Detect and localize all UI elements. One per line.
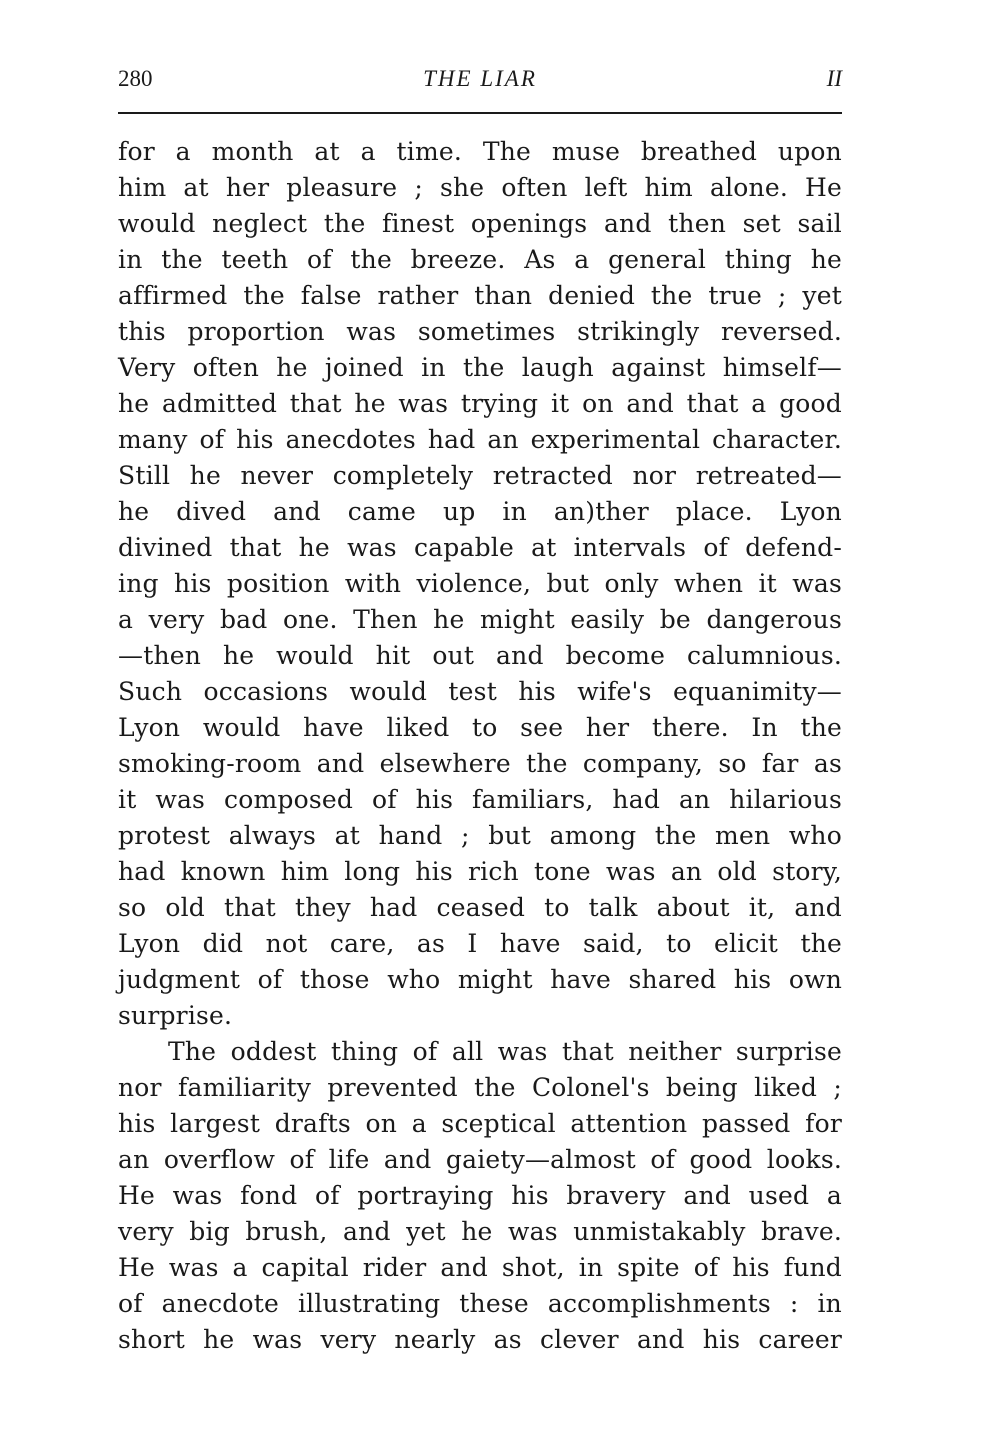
text-line: of anecdote illustrating these accomplishments : in	[118, 1289, 842, 1318]
text-line: many of his anecdotes had an experimental character.	[118, 425, 842, 454]
text-line: Very often he joined in the laugh against himself—	[118, 353, 842, 382]
text-line: protest always at hand ; but among the men who	[118, 821, 842, 850]
body-text	[118, 134, 842, 1358]
text-line: would neglect the finest openings and then set sail	[118, 209, 842, 238]
text-line: an overflow of life and gaiety—almost of good looks.	[118, 1145, 842, 1174]
text-line: he dived and came up in an)ther place. Lyon	[118, 497, 842, 526]
text-line: divined that he was capable at intervals of defend-	[118, 533, 842, 562]
text-line: a very bad one. Then he might easily be dangerous	[118, 605, 842, 634]
header-rule	[118, 112, 842, 114]
text-line: so old that they had ceased to talk about it, and	[118, 893, 842, 922]
running-head	[118, 66, 842, 100]
text-line: this proportion was sometimes strikingly reversed.	[118, 317, 842, 346]
text-line: he admitted that he was trying it on and that a good	[118, 389, 842, 418]
text-line: nor familiarity prevented the Colonel's being liked ;	[118, 1073, 842, 1102]
text-line: surprise.	[118, 1001, 233, 1030]
text-line: very big brush, and yet he was unmistakably brave.	[118, 1217, 842, 1246]
text-line: him at her pleasure ; she often left him alone. He	[118, 173, 842, 202]
text-line: ing his position with violence, but only when it was	[118, 569, 842, 598]
text-line: Lyon would have liked to see her there. In the	[118, 713, 842, 742]
text-line: smoking-room and elsewhere the company, so far as	[118, 749, 842, 778]
text-line: for a month at a time. The muse breathed upon	[118, 137, 842, 166]
text-line: Such occasions would test his wife's equanimity—	[118, 677, 842, 706]
text-line: affirmed the false rather than denied the true ; yet	[118, 281, 842, 310]
text-line: it was composed of his familiars, had an hilarious	[118, 785, 842, 814]
paragraph-start-line: The oddest thing of all was that neither surprise	[168, 1037, 842, 1066]
text-line: Lyon did not care, as I have said, to elicit the	[118, 929, 842, 958]
text-line: short he was very nearly as clever and his career	[118, 1325, 842, 1354]
text-line: Still he never completely retracted nor retreated—	[118, 461, 842, 490]
page-number: 280	[118, 66, 153, 91]
text-line: He was a capital rider and shot, in spite of his fund	[118, 1253, 842, 1282]
text-line: He was fond of portraying his bravery and used a	[118, 1181, 842, 1210]
text-line: his largest drafts on a sceptical attention passed for	[118, 1109, 842, 1138]
running-title: THE LIAR	[423, 66, 537, 91]
chapter-number: II	[826, 66, 842, 91]
text-line: had known him long his rich tone was an old story,	[118, 857, 842, 886]
text-line: judgment of those who might have shared his own	[118, 965, 842, 994]
text-line: —then he would hit out and become calumnious.	[118, 641, 842, 670]
text-line: in the teeth of the breeze. As a general thing he	[118, 245, 842, 274]
